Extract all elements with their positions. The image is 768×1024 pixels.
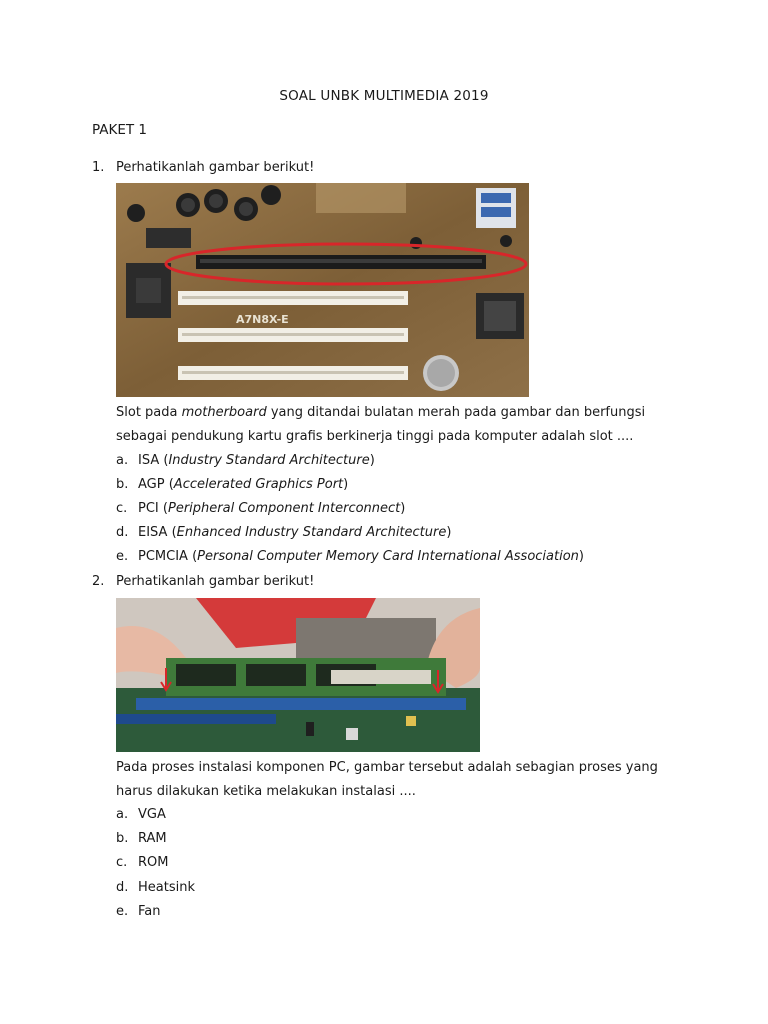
ram-install-photo: [116, 598, 480, 752]
question-2-option-c[interactable]: c. ROM: [116, 855, 169, 870]
pci-slots: [178, 291, 408, 380]
question-1-stem: Slot pada motherboard yang ditandai bulatan merah pada gambar dan berfungsi sebagai pendukung kartu grafis berkinerja tinggi pada komputer adalah slot ....: [116, 405, 646, 444]
motherboard-photo: [116, 183, 529, 397]
question-1-option-b[interactable]: b. AGP (Accelerated Graphics Port): [116, 477, 349, 492]
paket-label: PAKET 1: [92, 122, 148, 138]
question-2-stem: Pada proses instalasi komponen PC, gambar tersebut adalah sebagian proses yang harus dilakukan ketika melakukan instalasi ....: [116, 760, 658, 799]
question-2-prompt: Perhatikanlah gambar berikut!: [116, 574, 315, 589]
question-2-option-d[interactable]: d. Heatsink: [116, 880, 195, 895]
question-2-option-b[interactable]: b. RAM: [116, 831, 167, 846]
question-1-prompt: Perhatikanlah gambar berikut!: [116, 160, 315, 175]
board-model-label: A7N8X-E: [236, 313, 289, 326]
document-title: SOAL UNBK MULTIMEDIA 2019: [279, 88, 489, 104]
ram-slot-blue: [136, 698, 466, 710]
question-1-option-a[interactable]: a. ISA (Industry Standard Architecture): [116, 453, 375, 468]
agp-slot: [196, 255, 486, 269]
question-2-number: 2.: [92, 574, 105, 589]
question-2-option-e[interactable]: e. Fan: [116, 904, 161, 919]
question-1-option-e[interactable]: e. PCMCIA (Personal Computer Memory Card International Association): [116, 549, 584, 564]
question-1-option-d[interactable]: d. EISA (Enhanced Industry Standard Architecture): [116, 525, 452, 540]
question-1-option-c[interactable]: c. PCI (Peripheral Component Interconnect): [116, 501, 406, 516]
question-2-option-a[interactable]: a. VGA: [116, 807, 166, 822]
question-1-number: 1.: [92, 160, 105, 175]
